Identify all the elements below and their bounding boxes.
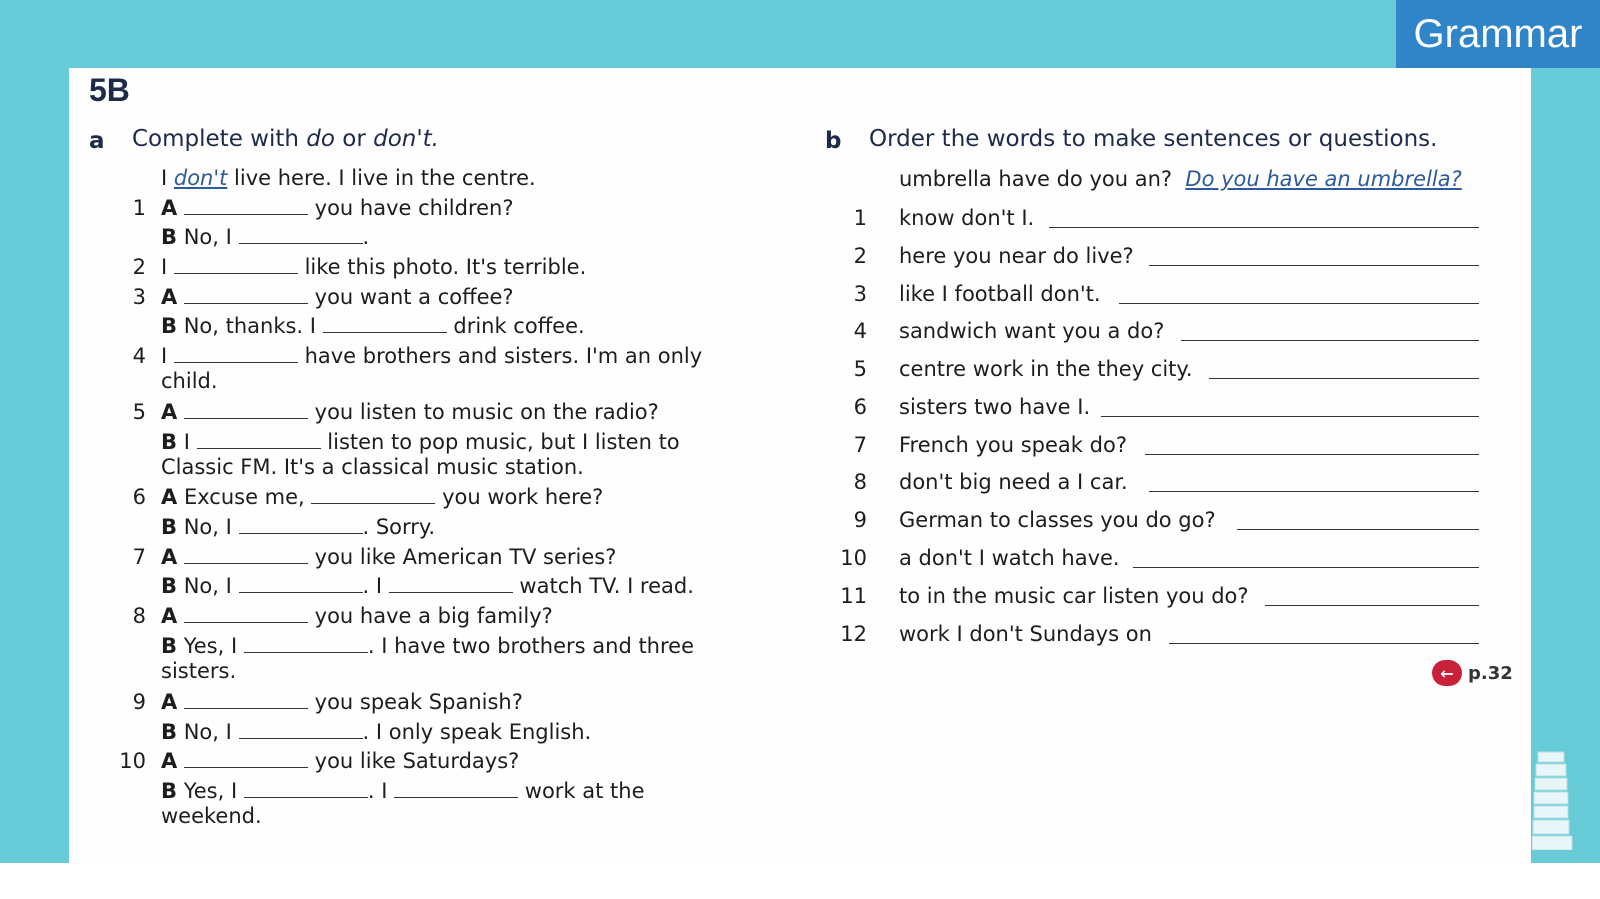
order-words-prompt: know don't I. [899, 206, 1035, 230]
item-6a: A Excuse me, you work here? [161, 485, 604, 509]
worksheet-page [69, 68, 1531, 863]
item-8a: A you have a big family? [161, 604, 553, 628]
item-number: 3 [132, 285, 146, 309]
item-number: 7 [853, 433, 867, 457]
section-b-letter: b [825, 128, 842, 154]
answer-line[interactable] [1181, 340, 1479, 341]
item-4-cont: child. [161, 369, 218, 393]
item-5b-cont: Classic FM. It's a classical music station. [161, 455, 584, 479]
item-4: I have brothers and sisters. I'm an only [161, 344, 703, 368]
item-number: 8 [132, 604, 146, 628]
item-3b: B No, thanks. I drink coffee. [161, 314, 585, 338]
item-10a: A you like Saturdays? [161, 749, 520, 773]
item-10b: B Yes, I . I work at the [161, 779, 645, 803]
section-a-title: Complete with do or don't. [132, 126, 439, 152]
item-number: 2 [853, 244, 867, 268]
item-number: 10 [840, 546, 867, 570]
item-8b: B Yes, I . I have two brothers and three [161, 634, 694, 658]
answer-line[interactable] [1049, 227, 1479, 228]
item-number: 10 [119, 749, 146, 773]
bottom-strip [0, 863, 1600, 899]
item-number: 5 [132, 400, 146, 424]
item-number: 5 [853, 357, 867, 381]
page-ref-label: p.32 [1468, 662, 1513, 684]
answer-line[interactable] [1149, 491, 1479, 492]
order-words-prompt: sisters two have I. [899, 395, 1091, 419]
section-b-example: umbrella have do you an? Do you have an umbrella? [899, 167, 1462, 191]
section-a-example: I don't live here. I live in the centre. [161, 166, 536, 190]
item-number: 3 [853, 282, 867, 306]
order-words-prompt: centre work in the they city. [899, 357, 1193, 381]
item-1a: A you have children? [161, 196, 514, 220]
item-3a: A you want a coffee? [161, 285, 514, 309]
order-words-prompt: French you speak do? [899, 433, 1127, 457]
answer-line[interactable] [1101, 416, 1479, 417]
answer-line[interactable] [1169, 643, 1479, 644]
tower-icon [1532, 750, 1578, 850]
item-number: 6 [132, 485, 146, 509]
item-number: 12 [840, 622, 867, 646]
item-number: 7 [132, 545, 146, 569]
page-reference [1432, 660, 1513, 686]
answer-line[interactable] [1133, 567, 1479, 568]
item-number: 2 [132, 255, 146, 279]
item-number: 4 [132, 344, 146, 368]
answer-line[interactable] [1145, 454, 1479, 455]
answer-line[interactable] [1119, 303, 1479, 304]
order-words-prompt: work I don't Sundays on [899, 622, 1152, 646]
item-9a: A you speak Spanish? [161, 690, 523, 714]
grammar-tab: Grammar [1396, 0, 1600, 68]
section-a-letter: a [89, 128, 105, 154]
item-number: 1 [132, 196, 146, 220]
item-8b-cont: sisters. [161, 659, 237, 683]
item-6b: B No, I . Sorry. [161, 515, 436, 539]
item-7b: B No, I . I watch TV. I read. [161, 574, 694, 598]
item-number: 6 [853, 395, 867, 419]
section-b-title: Order the words to make sentences or questions. [869, 126, 1438, 152]
item-7a: A you like American TV series? [161, 545, 617, 569]
order-words-prompt: here you near do live? [899, 244, 1134, 268]
answer-line[interactable] [1209, 378, 1479, 379]
order-words-prompt: sandwich want you a do? [899, 319, 1165, 343]
order-words-prompt: like I football don't. [899, 282, 1101, 306]
item-5a: A you listen to music on the radio? [161, 400, 659, 424]
arrow-left-icon: ← [1432, 660, 1462, 686]
unit-label: 5B [89, 72, 130, 108]
answer-line[interactable] [1265, 605, 1479, 606]
item-number: 9 [853, 508, 867, 532]
item-number: 8 [853, 470, 867, 494]
item-number: 11 [840, 584, 867, 608]
order-words-prompt: a don't I watch have. [899, 546, 1120, 570]
item-10b-cont: weekend. [161, 804, 262, 828]
item-5b: B I listen to pop music, but I listen to [161, 430, 680, 454]
item-number: 9 [132, 690, 146, 714]
item-number: 4 [853, 319, 867, 343]
item-1b: B No, I . [161, 225, 370, 249]
order-words-prompt: don't big need a I car. [899, 470, 1128, 494]
order-words-prompt: to in the music car listen you do? [899, 584, 1249, 608]
item-2: I like this photo. It's terrible. [161, 255, 587, 279]
order-words-prompt: German to classes you do go? [899, 508, 1216, 532]
item-number: 1 [853, 206, 867, 230]
answer-line[interactable] [1149, 265, 1479, 266]
item-9b: B No, I . I only speak English. [161, 720, 592, 744]
answer-line[interactable] [1237, 529, 1479, 530]
